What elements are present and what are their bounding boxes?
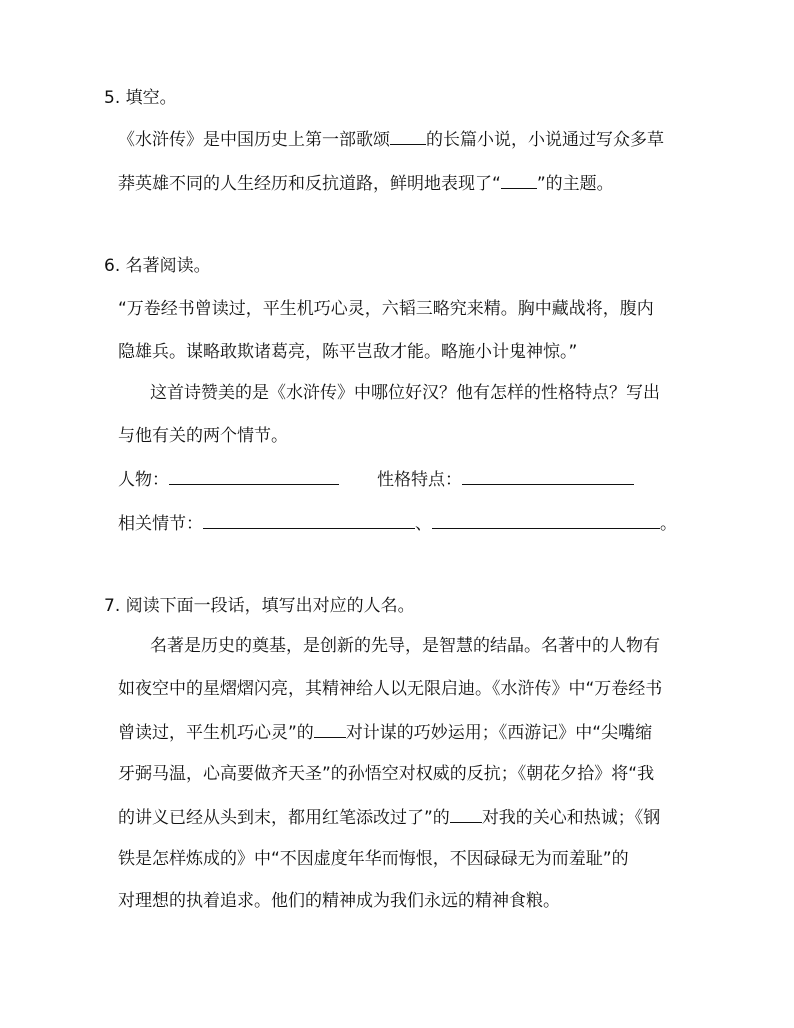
- plot-label: 相关情节：: [118, 514, 203, 534]
- plot-end-mark: 。: [660, 514, 677, 534]
- q5-blank-1[interactable]: [390, 126, 426, 145]
- q6-poem-line-2: 隐雄兵。谋略敢欺诸葛亮，陈平岂敌才能。略施小计鬼神惊。”: [118, 342, 578, 362]
- q7-text-5a: 的讲义已经从头到末，都用红笔添改过了”的: [118, 808, 450, 828]
- q7-text-3b: 对计谋的巧妙运用；《西游记》中“尖嘴缩: [345, 723, 653, 743]
- q6-answer-row-1: [118, 466, 634, 492]
- q5-text-2b: ”的主题。: [536, 174, 614, 194]
- q7-paragraph-line-7: 对理想的执着追求。他们的精神成为我们永远的精神食粮。: [118, 891, 560, 911]
- q6-question-line-2: 与他有关的两个情节。: [118, 426, 288, 446]
- q7-blank-1[interactable]: [314, 719, 346, 738]
- q5-text-1a: 《水浒传》是中国历史上第一部歌颂: [118, 130, 390, 150]
- q7-paragraph-line-5: [118, 804, 660, 830]
- trait-label: 性格特点：: [377, 470, 462, 490]
- person-label: 人物：: [118, 470, 169, 490]
- q7-paragraph-line-6: 铁是怎样炼成的》中“不因虚度年华而悔恨，不因碌碌无为而羞耻”的: [118, 849, 629, 869]
- plot-answer-blank-2[interactable]: [432, 510, 660, 529]
- q5-heading: 5. 填空。: [104, 88, 177, 108]
- q7-paragraph-line-3: [118, 719, 652, 745]
- q7-paragraph-line-1: 名著是历史的奠基，是创新的先导，是智慧的结晶。名著中的人物有: [150, 636, 660, 656]
- q7-heading: 7. 阅读下面一段话，填写出对应的人名。: [104, 596, 415, 616]
- q5-line-1: [118, 126, 664, 152]
- plot-answer-blank-1[interactable]: [203, 510, 415, 529]
- q6-question-line-1: 这首诗赞美的是《水浒传》中哪位好汉？他有怎样的性格特点？写出: [150, 383, 660, 403]
- q7-text-5b: 对我的关心和热诚；《钢: [481, 808, 661, 828]
- q5-text-2a: 莽英雄不同的人生经历和反抗道路，鲜明地表现了“: [118, 174, 501, 194]
- q7-paragraph-line-2: 如夜空中的星熠熠闪亮，其精神给人以无限启迪。《水浒传》中“万卷经书: [118, 679, 663, 699]
- plot-separator: 、: [415, 514, 432, 534]
- q7-blank-2[interactable]: [450, 804, 482, 823]
- q5-text-1b: 的长篇小说，小说通过写众多草: [426, 130, 664, 150]
- person-answer-blank[interactable]: [169, 466, 339, 485]
- q6-heading: 6. 名著阅读。: [104, 256, 211, 276]
- q6-poem-line-1: “万卷经书曾读过，平生机巧心灵，六韬三略究来精。胸中藏战将，腹内: [118, 299, 654, 319]
- q5-line-2: [118, 170, 614, 196]
- q7-text-3a: 曾读过，平生机巧心灵”的: [118, 723, 314, 743]
- trait-answer-blank[interactable]: [462, 466, 634, 485]
- q6-answer-row-2: [118, 510, 677, 536]
- q7-paragraph-line-4: 牙弼马温，心高要做齐天圣”的孙悟空对权威的反抗；《朝花夕拾》将“我: [118, 764, 655, 784]
- q5-blank-2[interactable]: [501, 170, 537, 189]
